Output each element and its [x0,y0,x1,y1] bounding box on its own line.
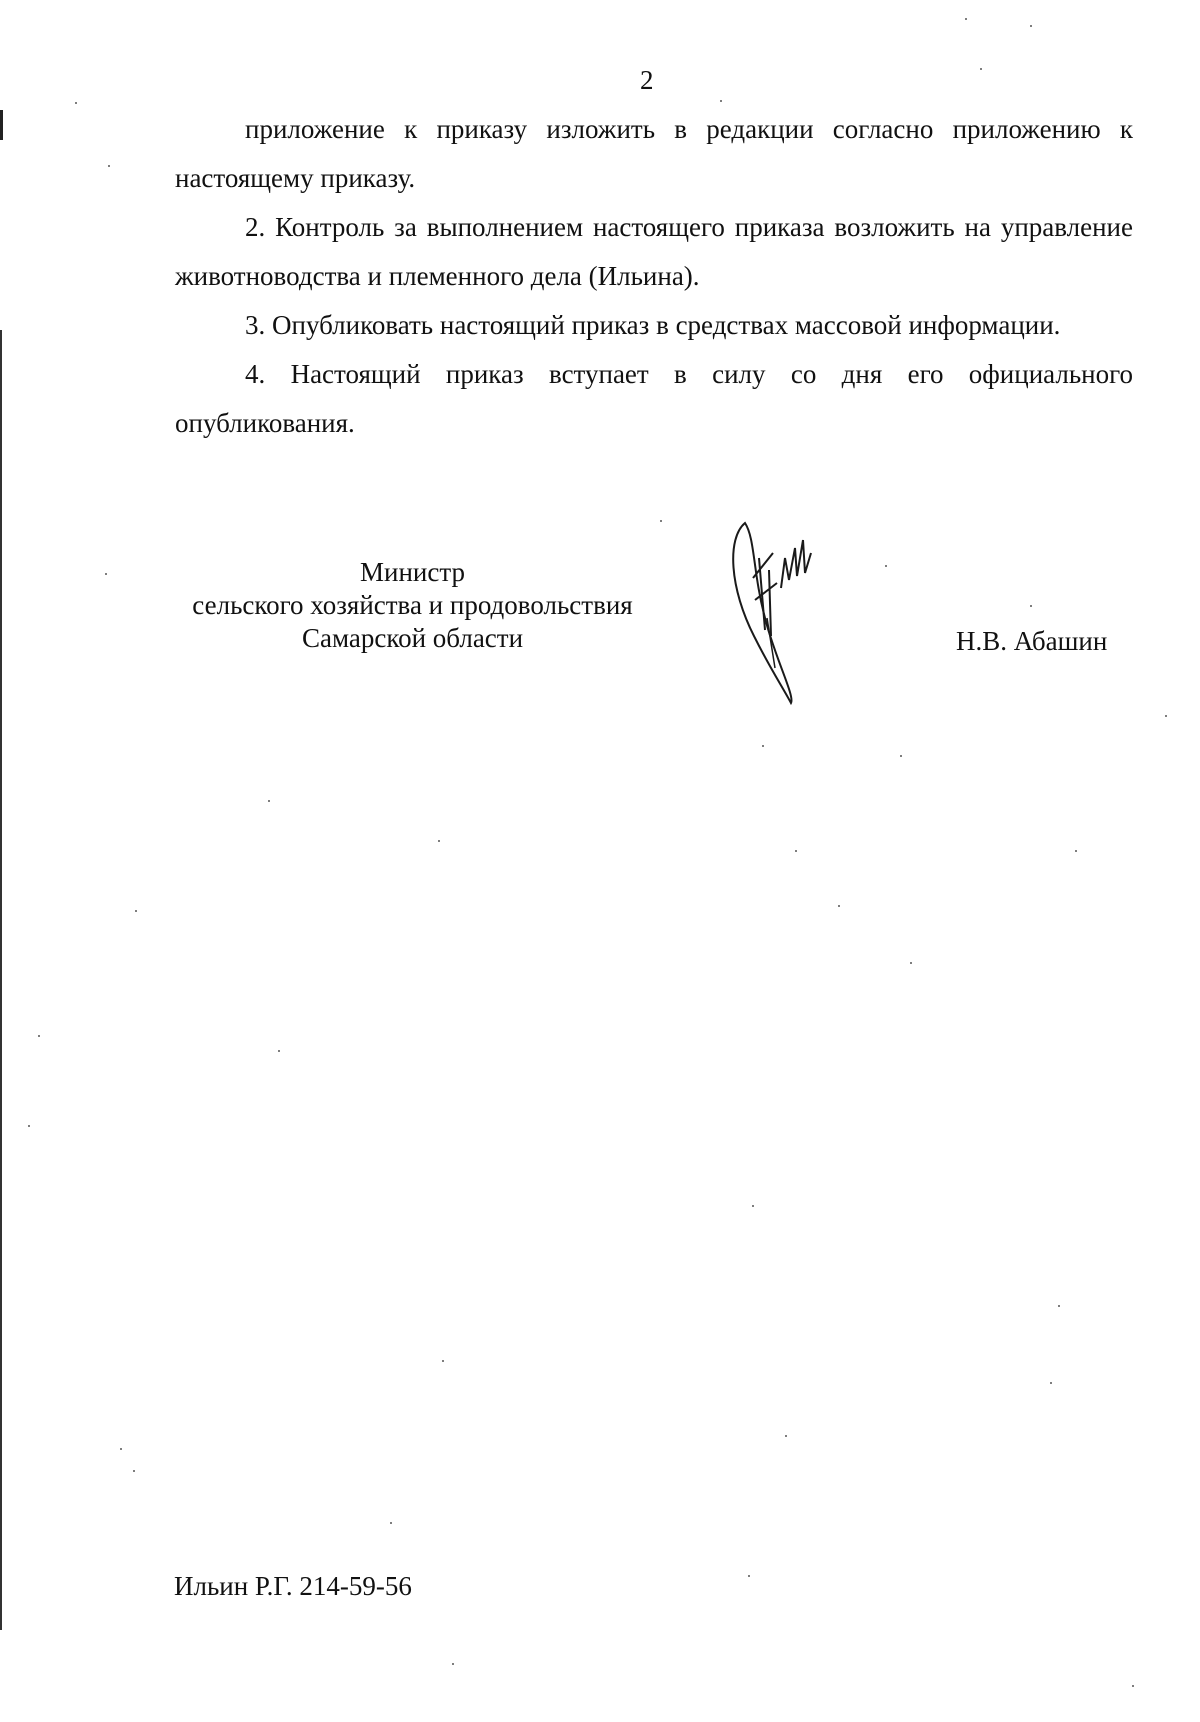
scan-speck [660,520,662,522]
scan-speck [1030,25,1032,27]
scan-speck [1030,605,1032,607]
paragraph-1: приложение к приказу изложить в редакции согласно приложению к настоящему приказу. [175,114,1133,193]
scan-speck [980,68,982,70]
scan-speck [278,1050,280,1052]
scan-speck [1165,715,1167,717]
scan-speck [900,755,902,757]
scan-speck [38,1035,40,1037]
scan-speck [438,840,440,842]
paragraph-4: 4. Настоящий приказ вступает в силу со дня его официального опубликования. [175,359,1133,438]
scan-speck [105,573,107,575]
scan-edge-mark [0,110,3,140]
scan-speck [785,1435,787,1437]
scan-edge-line [0,330,2,1630]
scan-speck [135,910,137,912]
scan-speck [885,565,887,567]
scan-speck [268,800,270,802]
page-number: 2 [640,65,654,95]
scan-speck [838,905,840,907]
paragraph-2: 2. Контроль за выполнением настоящего приказа возложить на управление животноводства и племенного дела (Ильина). [175,212,1133,291]
scan-speck [720,100,722,102]
scan-speck [910,962,912,964]
scan-speck [28,1125,30,1127]
scan-speck [795,850,797,852]
scan-speck [1058,1305,1060,1307]
handwritten-signature [725,518,835,708]
signatory-title-line-2: сельского хозяйства и продовольствия [192,590,633,620]
scan-speck [965,18,967,20]
scan-speck [133,1470,135,1472]
scan-speck [390,1522,392,1524]
scan-speck [762,745,764,747]
executor-contact: Ильин Р.Г. 214-59-56 [174,1571,412,1601]
scan-speck [108,165,110,167]
document-body [175,105,1133,448]
scan-speck [120,1448,122,1450]
scan-speck [1132,1685,1134,1687]
scan-speck [1050,1382,1052,1384]
signatory-title-line-1: Министр [360,557,465,587]
scan-speck [752,1205,754,1207]
scan-speck [748,1575,750,1577]
scan-speck [442,1360,444,1362]
scan-speck [452,1663,454,1665]
signatory-title [170,556,655,655]
paragraph-3: 3. Опубликовать настоящий приказ в средствах массовой информации. [245,310,1061,340]
scan-speck [1075,850,1077,852]
signatory-name: Н.В. Абашин [956,626,1108,656]
signatory-title-line-3: Самарской области [301,623,524,653]
scan-speck [75,102,77,104]
